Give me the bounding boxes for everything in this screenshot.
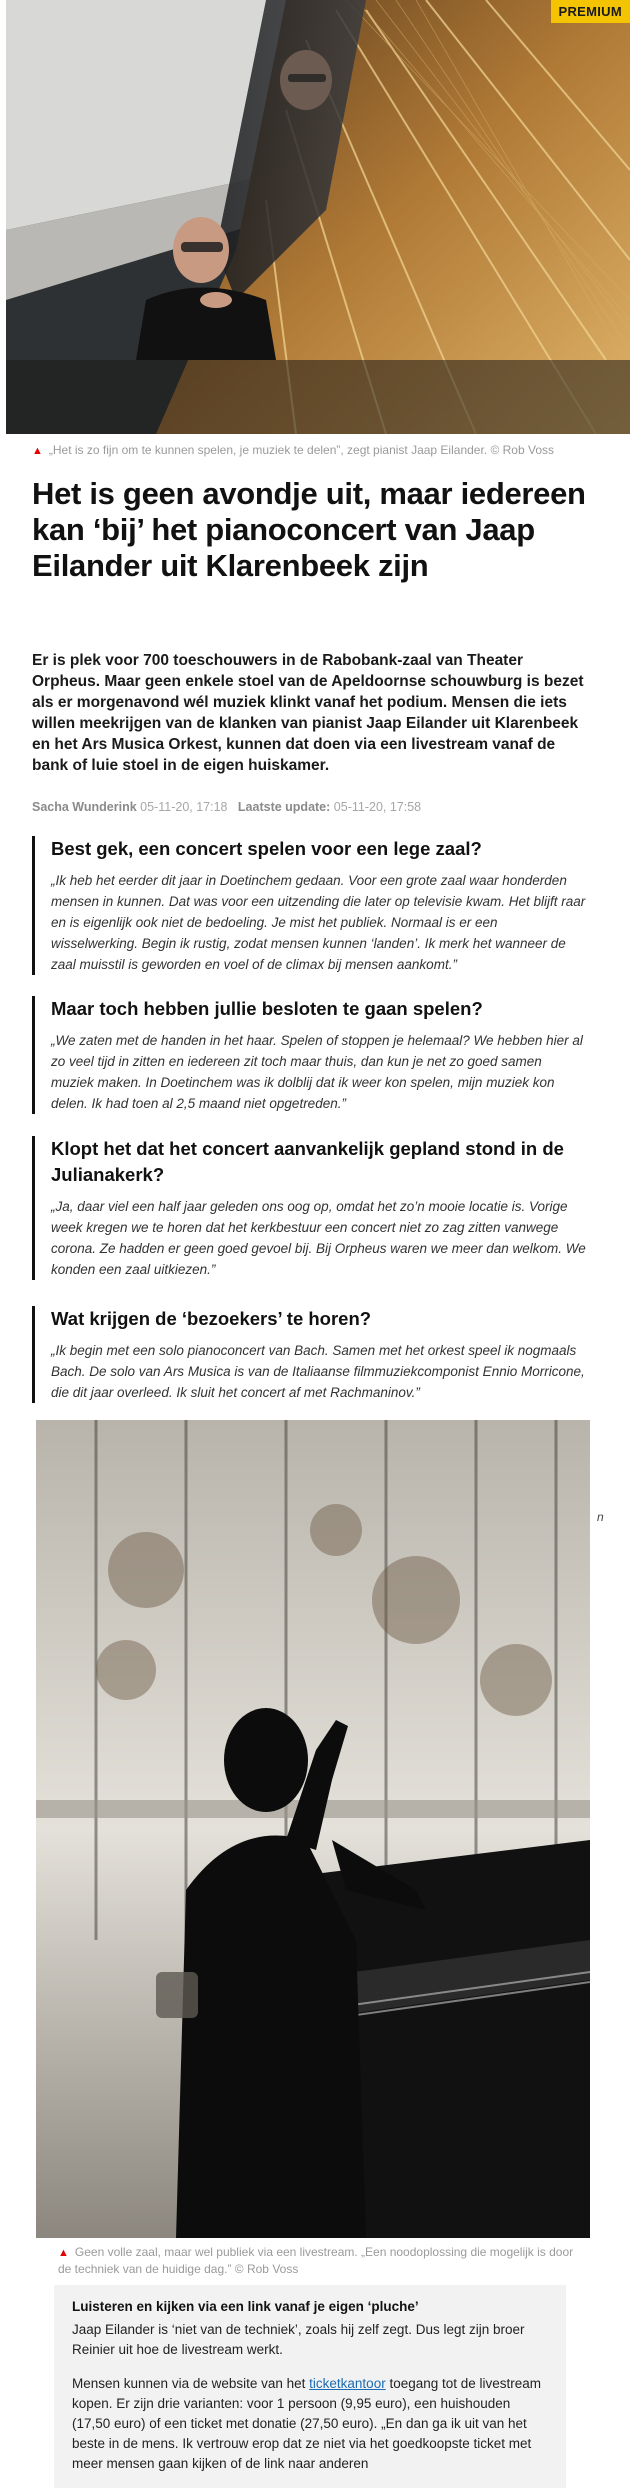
qa-block <box>32 1136 588 1280</box>
qa-question: Klopt het dat het concert aanvankelijk gepland stond in de Julianakerk? <box>51 1138 564 1185</box>
hero-caption <box>32 442 554 459</box>
info-box <box>54 2285 566 2488</box>
qa-answer: „Ja, daar viel een half jaar geleden ons oog op, omdat het zo’n mooie locatie is. Vorige week kregen we te horen dat het kerkbestuur een concert niet zo zag zitten vanwege corona. Ze hadden er geen goed gevoel bij. Bij Orpheus waren we meer dan welkom. We konden een zaal uitkiezen.” <box>51 1199 586 1277</box>
info-box-title: Luisteren en kijken via een link vanaf je eigen ‘pluche’ <box>72 2299 419 2314</box>
hero-caption-text: „Het is zo fijn om te kunnen spelen, je muziek te delen”, zegt pianist Jaap Eilander. © Rob Voss <box>48 443 555 457</box>
pianist-silhouette-photo <box>36 1420 590 2238</box>
byline-updated: 05-11-20, 17:58 <box>333 800 422 814</box>
qa-answer: „We zaten met de handen in het haar. Spelen of stoppen je helemaal? We hebben hier al zo veel tijd in zitten en iedereen zit toch maar thuis, dan kun je net zo goed samen muziek maken. In Doetinchem was ik dolblij dat ik weer kon spelen, mijn muziek kon delen. Ik had toen al 2,5 maand niet opgetreden.” <box>51 1033 583 1111</box>
qa-question: Maar toch hebben jullie besloten te gaan spelen? <box>51 998 483 1019</box>
caption-triangle-icon: ▲ <box>32 445 43 457</box>
qa-answer: „Ik begin met een solo pianoconcert van Bach. Samen met het orkest speel ik nogmaals Bach. De solo van Ars Musica is van de Italiaanse filmmuziekcomponist Ennio Morricone, die dit jaar overleed. Ik sluit het concert af met Rachmaninov.” <box>51 1343 585 1400</box>
byline-author[interactable]: Sacha Wunderink <box>32 800 137 814</box>
premium-badge: PREMIUM <box>551 0 630 23</box>
qa-block <box>32 836 588 975</box>
info-box-paragraph-1: Jaap Eilander is ‘niet van de techniek’, zoals hij zelf zegt. Dus legt zijn broer Reinier uit hoe de livestream werkt. <box>72 2322 525 2357</box>
article-headline: Het is geen avondje uit, maar iedereen kan ‘bij’ het pianoconcert van Jaap Eilander uit Klarenbeek zijn <box>32 476 586 583</box>
info-text-after-link: toegang tot de livestream kopen. Er zijn drie varianten: voor 1 persoon (9,95 euro), een huishouden (17,50 euro) of een ticket met donatie (27,50 euro). „En dan ga ik uit van het beste in de mens. Ik vertrouw erop dat ze niet via het goedkoopste ticket met meer mensen gaan kijken of de link naar anderen <box>72 2376 542 2471</box>
side-letter: n <box>597 1510 604 1524</box>
hero-photo <box>6 0 630 434</box>
article-intro: Er is plek voor 700 toeschouwers in de Rabobank-zaal van Theater Orpheus. Maar geen enkele stoel van de Apeldoornse schouwburg is bezet als er morgenavond wél muziek klinkt vanaf het podium. Mensen die iets willen meekrijgen van de klanken van pianist Jaap Eilander uit Klarenbeek en het Ars Musica Orkest, kunnen dat doen via een livestream vanaf de bank of luie stoel in de eigen huiskamer. <box>32 652 584 774</box>
byline-published: 05-11-20, 17:18 <box>140 800 228 814</box>
qa-block <box>32 996 588 1114</box>
byline <box>32 800 421 814</box>
ticketkantoor-link[interactable]: ticketkantoor <box>309 2376 386 2391</box>
byline-updated-label: Laatste update: <box>237 800 331 814</box>
qa-question: Best gek, een concert spelen voor een lege zaal? <box>51 838 482 859</box>
qa-question: Wat krijgen de ‘bezoekers’ te horen? <box>51 1308 372 1329</box>
qa-block <box>32 1306 588 1403</box>
photo2-caption-text: Geen volle zaal, maar wel publiek via een livestream. „Een noodoplossing die mogelijk is door de techniek van de huidige dag.” © Rob Voss <box>58 2245 574 2276</box>
info-box-paragraph-2 <box>72 2374 548 2474</box>
qa-answer: „Ik heb het eerder dit jaar in Doetinchem gedaan. Voor een grote zaal waar honderden mensen in kunnen. Dat was voor een uitzending die later op televisie kwam. Het blijft raar en is eigenlijk ook niet de bedoeling. Je mist het publiek. Normaal is er een wisselwerking. Begin ik rustig, zodat mensen kunnen ‘landen’. Ik merk het wanneer de zaal muisstil is geworden en voel of de climax bij mensen aankomt.” <box>51 873 586 972</box>
caption-triangle-icon: ▲ <box>58 2247 69 2259</box>
piano-pianist-photo <box>6 0 630 434</box>
photo2-caption <box>58 2244 588 2277</box>
silhouette-illustration <box>36 1420 590 2238</box>
info-text-before-link: Mensen kunnen via de website van het <box>72 2376 310 2391</box>
